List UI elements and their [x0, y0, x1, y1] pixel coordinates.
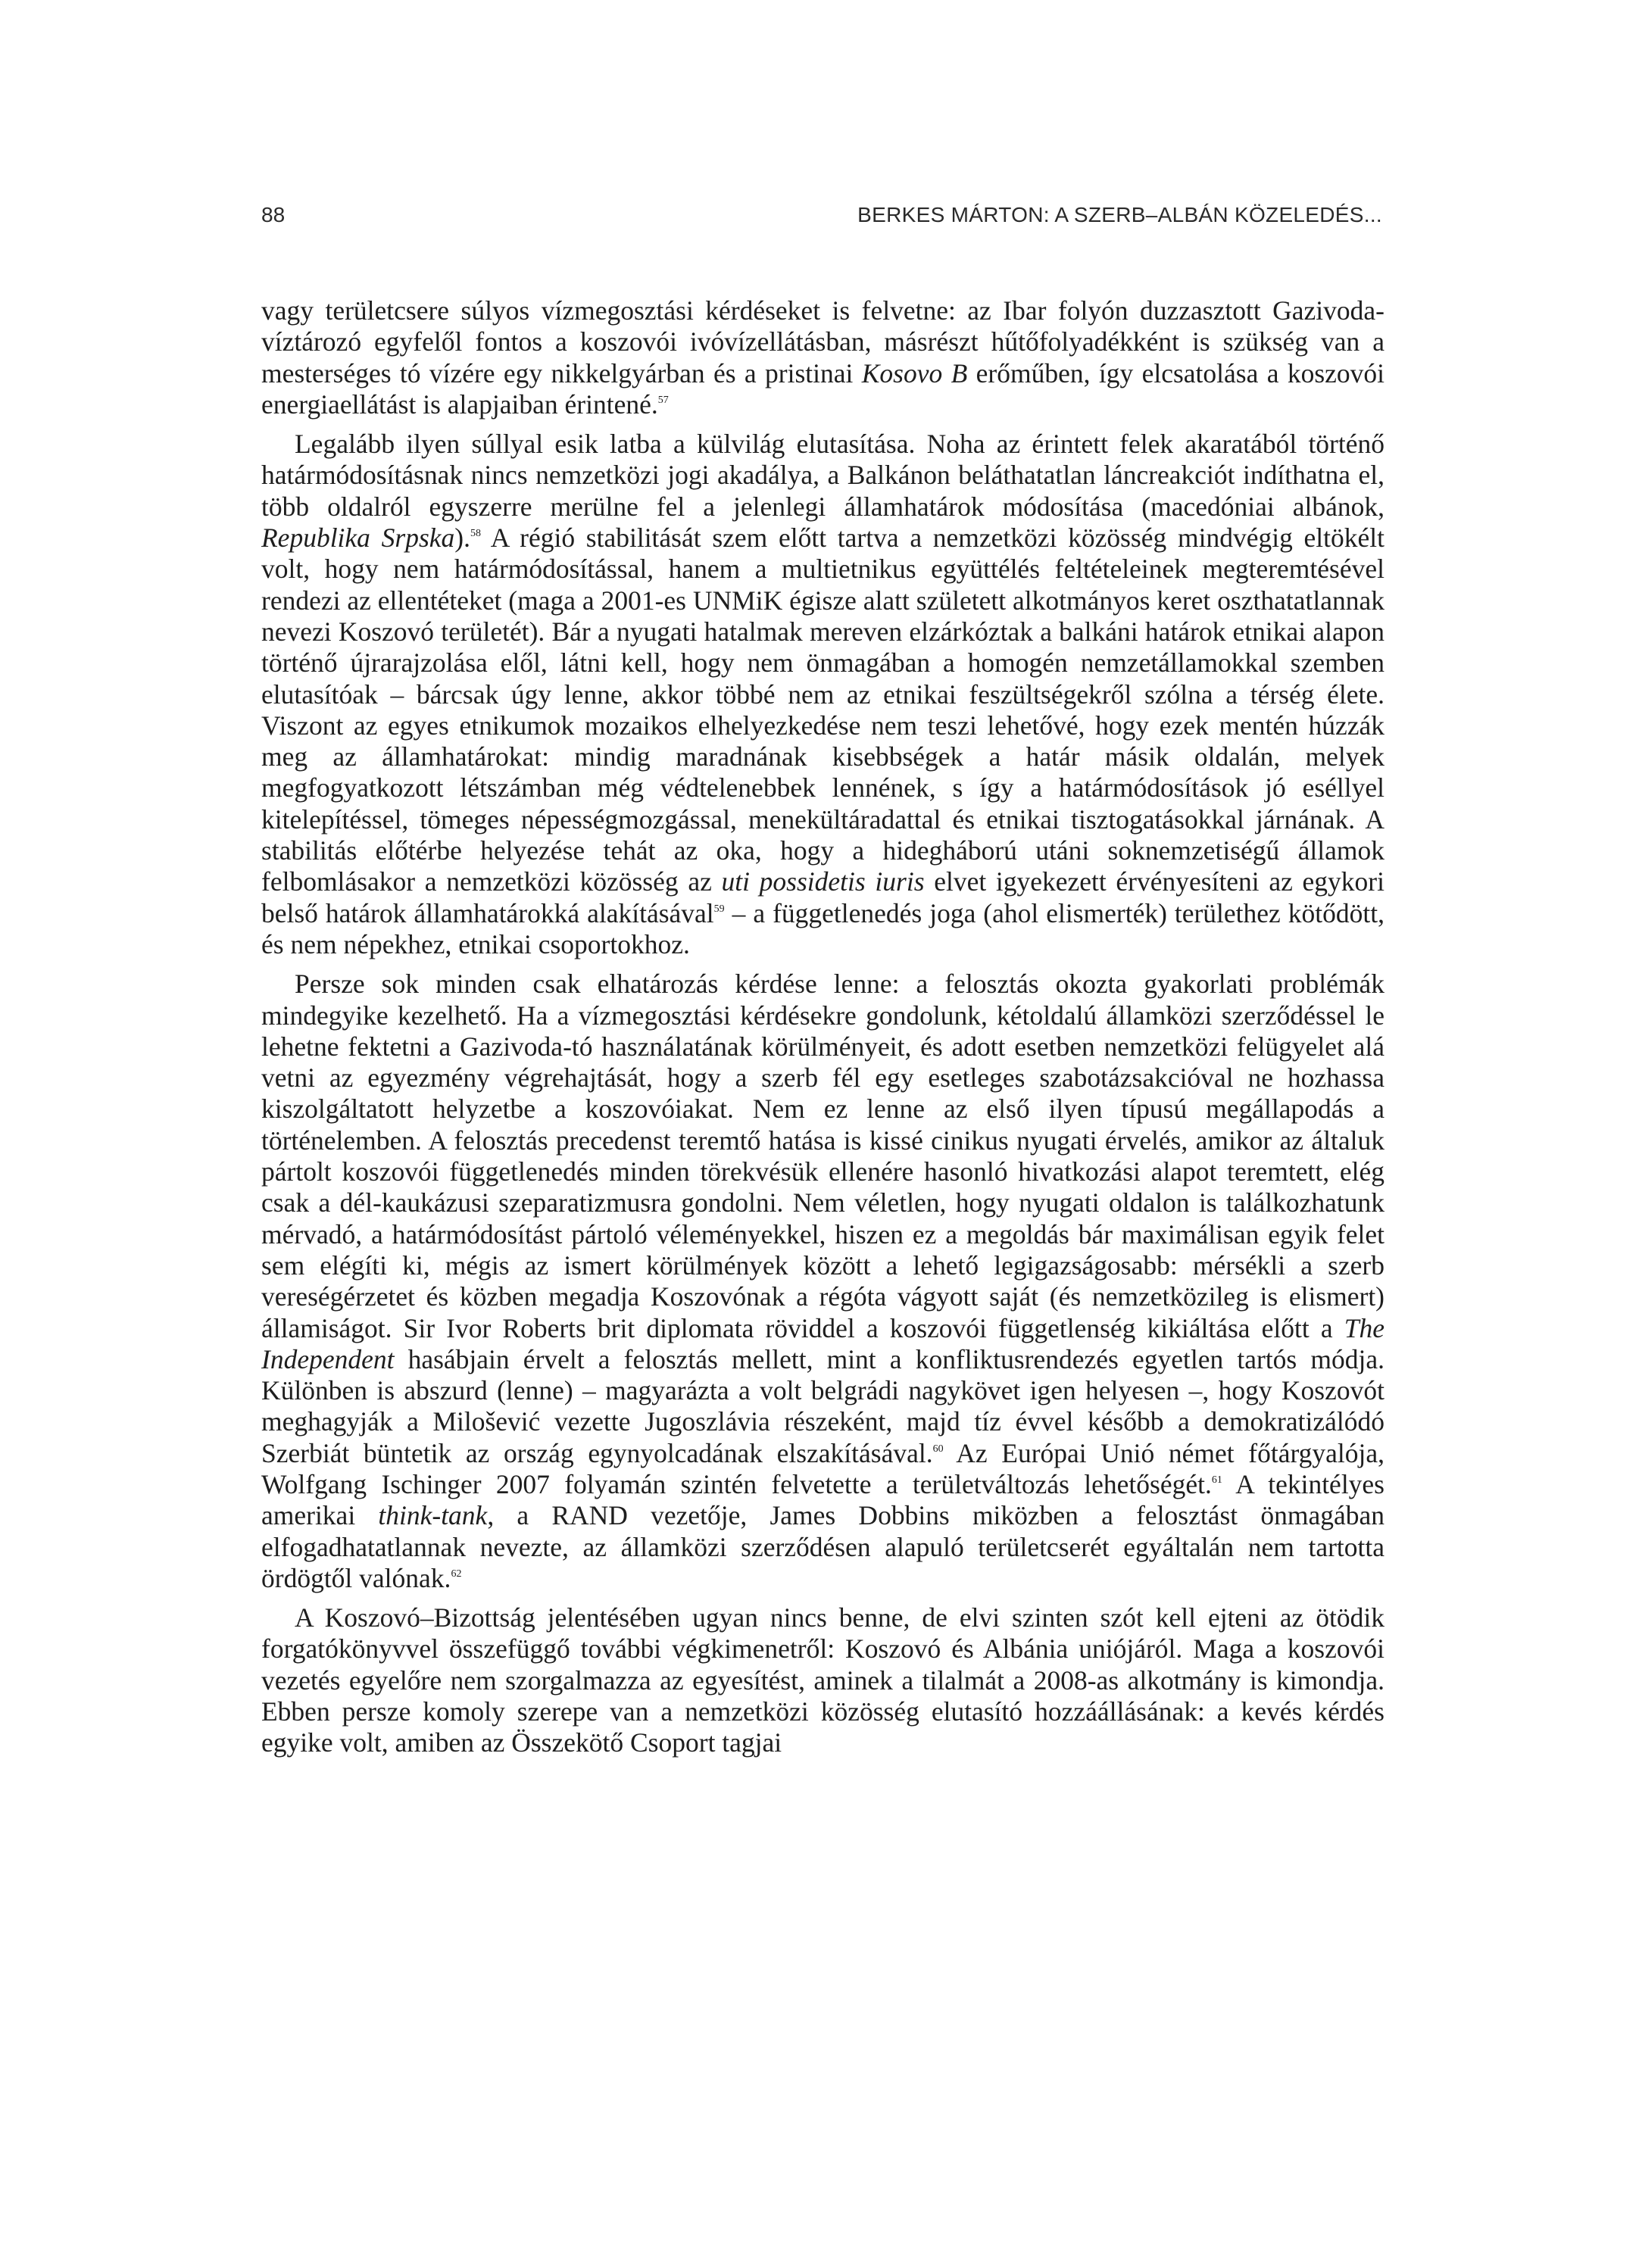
page-number: 88 [261, 203, 286, 226]
running-title: BERKES MÁRTON: A SZERB–ALBÁN KÖZELEDÉS... [857, 203, 1382, 226]
footnote-ref-58[interactable]: 58 [470, 528, 481, 540]
paragraph-3: Persze sok minden csak elhatározás kérdése lenne: a felosztás okozta gyakorlati problémák mindegyike kezelhető. Ha a vízmegosztási kérdésekre gondolunk, kétoldalú államközi szerződéssel le lehetne fektetni a Gazivoda-tó használatának körülményeit, és adott esetben nemzetközi felügyelet alá vetni az egyezmény végrehajtását, hogy a szerb fél egy esetleges szabotázsakcióval ne hozhassa kiszolgáltatott helyzetbe a koszovóiakat. Nem ez lenne az első ilyen típusú megállapodás a történelemben. A felosztás precedenst teremtő hatása is kissé cinikus nyugati érvelés, amikor az általuk pártolt koszovói függetlenedés minden törekvésük ellenére hasonló hivatkozási alapot teremtett, elég csak a dél-kaukázusi szeparatizmusra gondolni. Nem véletlen, hogy nyugati oldalon is találkozhatunk mérvadó, a határmódosítást pártoló véleményekkel, hiszen ez a megoldás bár maximálisan egyik felet sem elégíti ki, mégis az ismert körülmények között a lehető legigazságosabb: mérsékli a szerb vereségérzetet és közben megadja Koszovónak a régóta vágyott saját (és nemzetközileg is elismert) államiságot. Sir Ivor Roberts brit diplomata röviddel a koszovói függetlenség kikiáltása előtt a The Independent hasábjain érvelt a felosztás mellett, mint a konfliktusrendezés egyetlen tartós módja. Különben is abszurd (lenne) – magyarázta a volt belgrádi nagykövet igen helyesen –, hogy Koszovót meghagyják a Milošević vezette Jugoszlávia részeként, majd tíz évvel később a demokratizálódó Szerbiát büntetik az ország egynyolcadának elszakításával.$^{60}$ Az Európai Unió német főtárgyalója, Wolfgang Ischinger 2007 folyamán szintén felvetette a területváltozás lehetőségét.$^{61}$ A tekintélyes amerikai think-tank, a RAND vezetője, James Dobbins miközben a felosztást önmagában elfogadhatatlannak nevezte, az államközi szerződésen alapuló területcserét egyáltalán nem tartotta ördögtől valónak.$^{62}$ [261, 969, 1385, 1593]
italic-term: Republika Srpska [261, 523, 455, 554]
italic-term: think-tank [378, 1500, 488, 1531]
paragraph-4: A Koszovó–Bizottság jelentésében ugyan nincs benne, de elvi szinten szót kell ejteni az ötödik forgatókönyvvel összefüggő további végkimenetről: Koszovó és Albánia uniójáról. Maga a koszovói vezetés egyelőre nem szorgalmazza az egyesítést, aminek a tilalmát a 2008-as alkotmány is kimondja. Ebben persze komoly szerepe van a nemzetközi közösség elutasító hozzáállásának: a kevés kérdés egyike volt, amiben az Összekötő Csoport tagjai [261, 1602, 1384, 1758]
italic-term: The Independent [261, 1312, 1384, 1374]
body-text [261, 295, 1384, 1767]
footnote-ref-60[interactable]: 60 [932, 1443, 944, 1455]
footnote-ref-57[interactable]: 57 [657, 394, 669, 406]
paragraph-2: Legalább ilyen súllyal esik latba a külvilág elutasítása. Noha az érintett felek akaratából történő határmódosításnak nincs nemzetközi jogi akadálya, a Balkánon beláthatatlan láncreakciót indíthatna el, több oldalról egyszerre merülne fel a jelenlegi államhatárok módosítása (macedóniai albánok, Republika Srpska).$^{58}$ A régió stabilitását szem előtt tartva a nemzetközi közösség mindvégig eltökélt volt, hogy nem határmódosítással, hanem a multietnikus együttélés feltételeinek megteremtésével rendezi az ellentéteket (maga a 2001-es UNMiK égisze alatt született alkotmányos keret oszthatatlannak nevezi Koszovó területét). Bár a nyugati hatalmak mereven elzárkóztak a balkáni határok etnikai alapon történő újrarajzolása elől, látni kell, hogy nem önmagában a homogén nemzetállamokkal szemben elutasítóak – bárcsak úgy lenne, akkor többé nem az etnikai feszültségekről szólna a térség élete. Viszont az egyes etnikumok mozaikos elhelyezkedése nem teszi lehetővé, hogy ezek mentén húzzák meg az államhatárokat: mindig maradnának kisebbségek a határ másik oldalán, melyek megfogyatkozott létszámban még védtelenebbek lennének, s így a határmódosítások jó eséllyel kitelepítéssel, tömeges népességmozgással, menekültáradattal és etnikai tisztogatásokkal járnának. A stabilitás előtérbe helyezése tehát az oka, hogy a hidegháború utáni soknemzetiségű államok felbomlásakor a nemzetközi közösség az uti possidetis iuris elvet igyekezett érvényesíteni az egykori belső határok államhatárokká alakításával$^{59}$ – a függetlenedés joga (ahol elismerték) területhez kötődött, és nem népekhez, etnikai csoportokhoz. [261, 429, 1384, 959]
footnote-ref-61[interactable]: 61 [1211, 1474, 1222, 1486]
italic-term: uti possidetis iuris [721, 866, 925, 897]
footnote-ref-59[interactable]: 59 [713, 903, 725, 915]
paragraph-1: vagy területcsere súlyos vízmegosztási kérdéseket is felvetne: az Ibar folyón duzzasztott Gazivoda-víztározó egyfelől fontos a koszovói ivóvízellátásban, másrészt hűtőfolyadékként is szükség van a mesterséges tó vízére egy nikkelgyárban és a pristinai Kosovo B erőműben, így elcsatolása a koszovói energiaellátást is alapjaiban érintené.$^{57}$ [261, 295, 1385, 420]
footnote-ref-62[interactable]: 62 [451, 1568, 462, 1580]
running-header [261, 203, 1382, 233]
italic-term: Kosovo B [861, 357, 968, 388]
